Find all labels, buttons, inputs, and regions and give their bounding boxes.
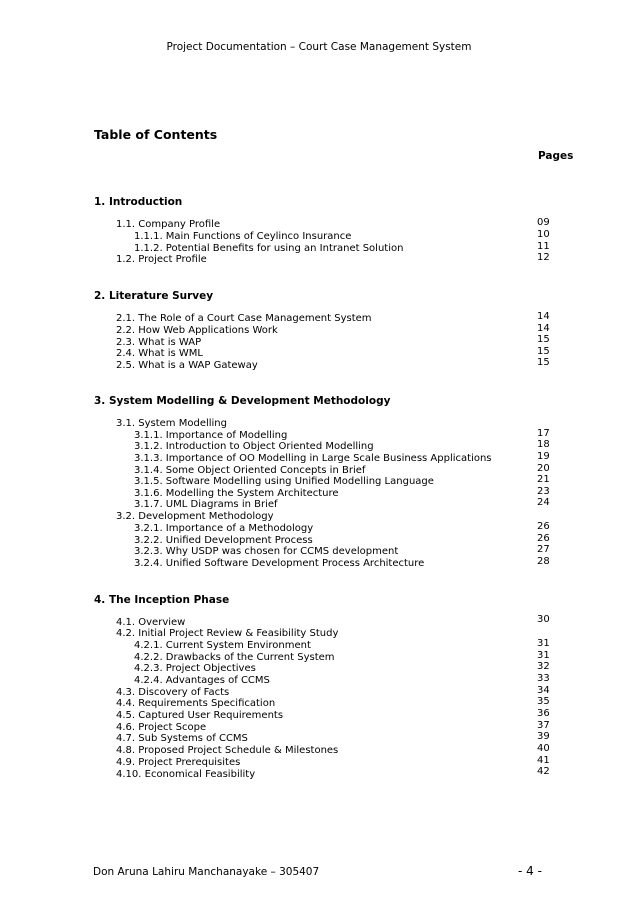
toc-entry: 4.2.1. Current System Environment bbox=[134, 640, 311, 651]
toc-page-number: 32 bbox=[537, 661, 550, 672]
toc-entry: 3.2. Development Methodology bbox=[116, 511, 274, 522]
toc-page-number: 37 bbox=[537, 720, 550, 731]
toc-page-number: 31 bbox=[537, 650, 550, 661]
toc-page-number: 20 bbox=[537, 463, 550, 474]
toc-entry: 2.4. What is WML bbox=[116, 348, 203, 359]
toc-entry: 4.2. Initial Project Review & Feasibility Study bbox=[116, 628, 339, 639]
toc-page-number: 14 bbox=[537, 311, 550, 322]
toc-page-number: 31 bbox=[537, 638, 550, 649]
toc-page-number: 39 bbox=[537, 731, 550, 742]
toc-entry: 4.6. Project Scope bbox=[116, 722, 207, 733]
toc-entry: 1.1.2. Potential Benefits for using an Intranet Solution bbox=[134, 243, 404, 254]
toc-entry: 2.5. What is a WAP Gateway bbox=[116, 360, 258, 371]
toc-page-number: 15 bbox=[537, 357, 550, 368]
pages-column-label: Pages bbox=[538, 150, 574, 162]
section-heading: 1. Introduction bbox=[94, 196, 183, 208]
toc-page-number: 10 bbox=[537, 229, 550, 240]
toc-entry: 3.1.2. Introduction to Object Oriented Modelling bbox=[134, 441, 374, 452]
toc-page-number: 34 bbox=[537, 685, 550, 696]
toc-entry: 1.2. Project Profile bbox=[116, 254, 207, 265]
section-heading: 2. Literature Survey bbox=[94, 290, 214, 302]
toc-page-number: 18 bbox=[537, 439, 550, 450]
toc-page-number: 42 bbox=[537, 766, 550, 777]
toc-page-number: 09 bbox=[537, 217, 550, 228]
toc-page-number: 26 bbox=[537, 533, 550, 544]
toc-entry: 4.2.4. Advantages of CCMS bbox=[134, 675, 270, 686]
toc-entry: 4.2.3. Project Objectives bbox=[134, 663, 256, 674]
footer-author: Don Aruna Lahiru Manchanayake – 305407 bbox=[93, 866, 320, 878]
section-heading: 4. The Inception Phase bbox=[94, 594, 230, 606]
toc-entry: 2.2. How Web Applications Work bbox=[116, 325, 278, 336]
toc-page-number: 17 bbox=[537, 428, 550, 439]
toc-entry: 3.1.5. Software Modelling using Unified Modelling Language bbox=[134, 476, 434, 487]
toc-entry: 3.2.1. Importance of a Methodology bbox=[134, 523, 314, 534]
toc-page-number: 15 bbox=[537, 346, 550, 357]
toc-entry: 3.2.3. Why USDP was chosen for CCMS development bbox=[134, 546, 399, 557]
toc-entry: 2.3. What is WAP bbox=[116, 337, 202, 348]
toc-entry: 4.8. Proposed Project Schedule & Milestones bbox=[116, 745, 339, 756]
toc-entry: 4.9. Project Prerequisites bbox=[116, 757, 241, 768]
toc-entry: 4.5. Captured User Requirements bbox=[116, 710, 284, 721]
toc-entry: 3.2.2. Unified Development Process bbox=[134, 535, 313, 546]
toc-page-number: 36 bbox=[537, 708, 550, 719]
toc-page-number: 19 bbox=[537, 451, 550, 462]
toc-entry: 3.1.7. UML Diagrams in Brief bbox=[134, 499, 278, 510]
toc-page-number: 26 bbox=[537, 521, 550, 532]
toc-page-number: 27 bbox=[537, 544, 550, 555]
toc-page-number: 35 bbox=[537, 696, 550, 707]
toc-entry: 4.7. Sub Systems of CCMS bbox=[116, 733, 248, 744]
toc-entry: 4.4. Requirements Specification bbox=[116, 698, 276, 709]
toc-title: Table of Contents bbox=[94, 127, 218, 142]
page-header: Project Documentation – Court Case Management System bbox=[166, 41, 472, 53]
toc-page-number: 28 bbox=[537, 556, 550, 567]
toc-entry: 4.10. Economical Feasibility bbox=[116, 769, 256, 780]
toc-page-number: 14 bbox=[537, 323, 550, 334]
toc-page-number: 24 bbox=[537, 497, 550, 508]
toc-page-number: 15 bbox=[537, 334, 550, 345]
toc-page-number: 33 bbox=[537, 673, 550, 684]
toc-page-number: 23 bbox=[537, 486, 550, 497]
section-heading: 3. System Modelling & Development Methodology bbox=[94, 395, 391, 407]
toc-entry: 1.1. Company Profile bbox=[116, 219, 221, 230]
toc-page-number: 21 bbox=[537, 474, 550, 485]
toc-page-number: 41 bbox=[537, 755, 550, 766]
toc-entry: 3.1.3. Importance of OO Modelling in Large Scale Business Applications bbox=[134, 453, 492, 464]
toc-page-number: 30 bbox=[537, 614, 550, 625]
toc-page-number: 40 bbox=[537, 743, 550, 754]
toc-page-number: 11 bbox=[537, 241, 550, 252]
toc-entry: 2.1. The Role of a Court Case Management System bbox=[116, 313, 372, 324]
toc-entry: 3.1.4. Some Object Oriented Concepts in Brief bbox=[134, 465, 366, 476]
toc-entry: 4.3. Discovery of Facts bbox=[116, 687, 230, 698]
toc-entry: 3.1.1. Importance of Modelling bbox=[134, 430, 288, 441]
toc-entry: 3.1. System Modelling bbox=[116, 418, 227, 429]
toc-entry: 4.1. Overview bbox=[116, 617, 186, 628]
toc-entry: 3.1.6. Modelling the System Architecture bbox=[134, 488, 339, 499]
toc-entry: 3.2.4. Unified Software Development Process Architecture bbox=[134, 558, 425, 569]
toc-entry: 4.2.2. Drawbacks of the Current System bbox=[134, 652, 335, 663]
toc-entry: 1.1.1. Main Functions of Ceylinco Insurance bbox=[134, 231, 352, 242]
footer-page-number: - 4 - bbox=[518, 864, 542, 878]
toc-page-number: 12 bbox=[537, 252, 550, 263]
